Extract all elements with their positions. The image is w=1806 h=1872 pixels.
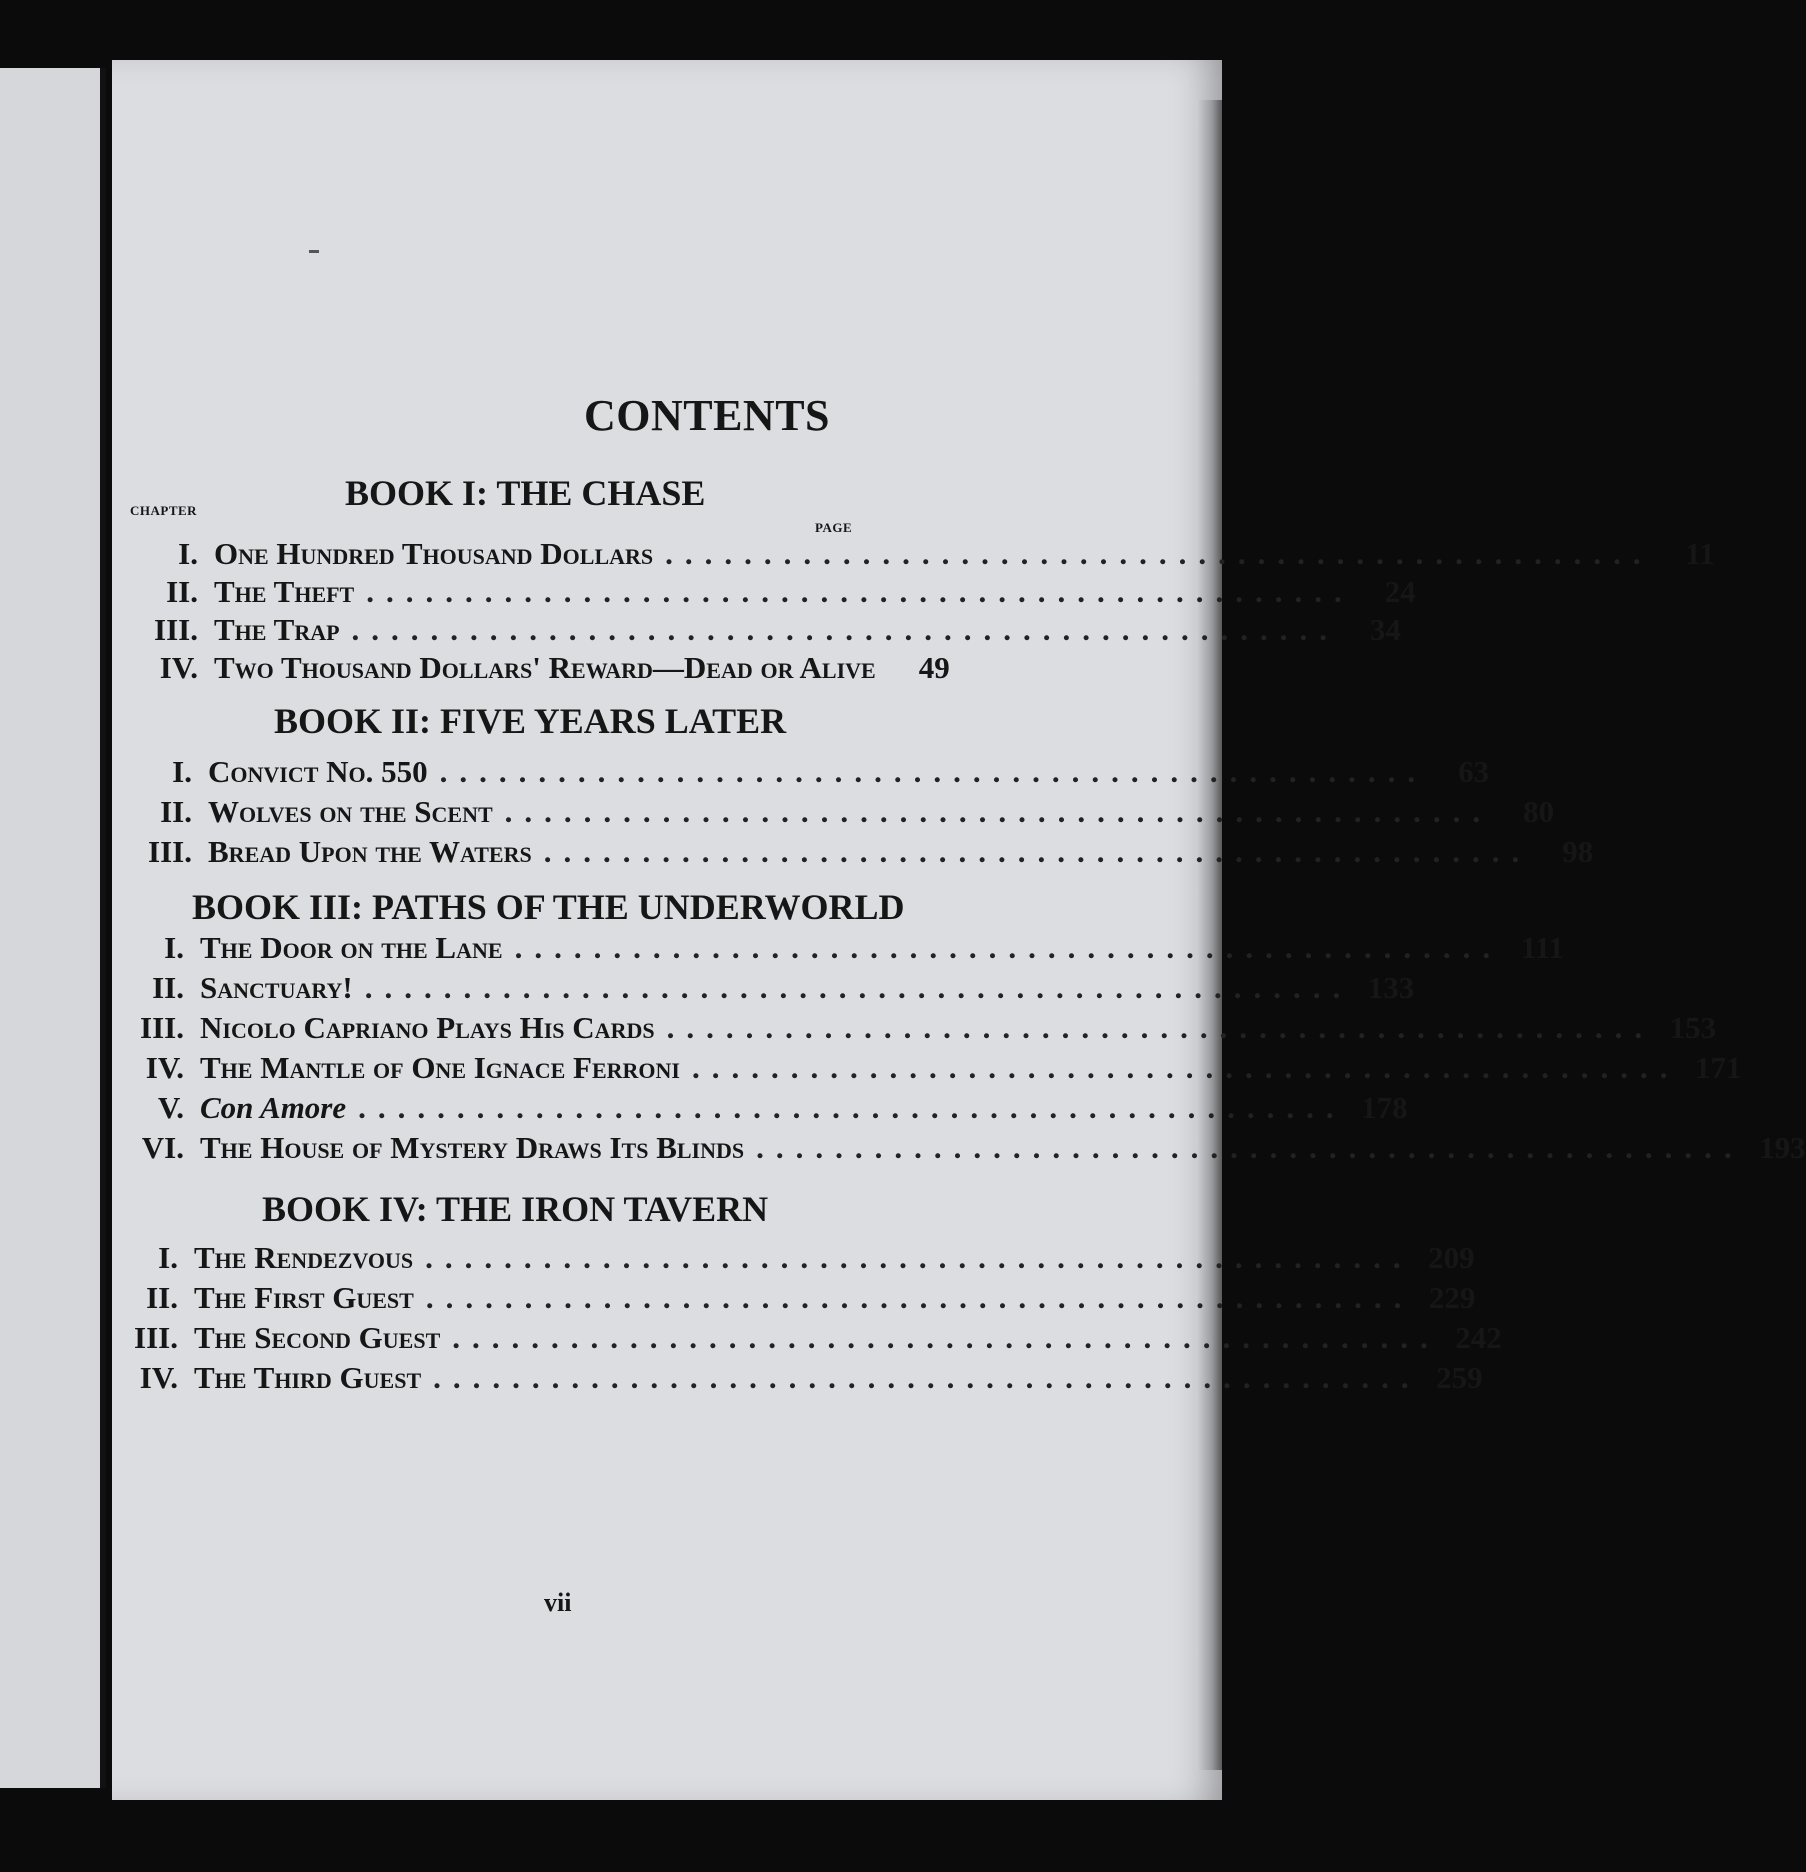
chapter-title: Bread Upon the Waters xyxy=(208,834,532,869)
folio-page-number: vii xyxy=(544,1588,572,1617)
page-number: 111 xyxy=(1520,930,1565,965)
toc-row[interactable] xyxy=(106,1360,1483,1396)
book-page xyxy=(112,60,1806,1800)
chapter-title: The Trap xyxy=(214,612,340,647)
toc-row[interactable] xyxy=(112,1090,1408,1126)
toc-row[interactable] xyxy=(106,1240,1475,1276)
facing-page-edge xyxy=(0,68,106,1788)
dot-leader: .................................................. xyxy=(691,1050,1680,1085)
chapter-title: The First Guest xyxy=(194,1280,414,1315)
page-number: 242 xyxy=(1455,1320,1502,1355)
chapter-number: VI. xyxy=(141,1130,184,1165)
page-number: 49 xyxy=(918,650,950,685)
page-number: 171 xyxy=(1694,1050,1742,1085)
chapter-title: One Hundred Thousand Dollars xyxy=(214,536,654,571)
dot-leader: .................................................. xyxy=(425,1240,1413,1275)
chapter-number: II. xyxy=(146,1280,178,1315)
toc-row[interactable] xyxy=(126,574,1416,610)
page-number: 63 xyxy=(1458,754,1490,789)
dot-leader: .................................................. xyxy=(358,1090,1346,1125)
chapter-title: Two Thousand Dollars' Reward—Dead or Alive xyxy=(214,650,876,685)
dot-leader: .................................................. xyxy=(666,1010,1655,1045)
chapter-number: V. xyxy=(157,1090,184,1125)
toc-row[interactable] xyxy=(112,930,1565,966)
chapter-number: IV. xyxy=(159,650,198,685)
chapter-number: III. xyxy=(154,612,198,647)
dot-leader: .................................................. xyxy=(351,612,1340,647)
toc-row[interactable] xyxy=(126,650,950,686)
page-number: 153 xyxy=(1669,1010,1717,1045)
print-blemish xyxy=(309,250,319,253)
chapter-number: III. xyxy=(148,834,192,869)
dot-leader: .................................................. xyxy=(364,970,1353,1005)
chapter-number: I. xyxy=(164,930,184,965)
dot-leader: .................................................. xyxy=(756,1130,1744,1165)
chapter-number: I. xyxy=(178,536,198,571)
dot-leader: .................................................. xyxy=(439,754,1428,789)
toc-row[interactable] xyxy=(120,794,1555,830)
chapter-title: Convict No. 550 xyxy=(208,754,428,789)
dot-leader: .................................................. xyxy=(425,1280,1414,1315)
chapter-title: The Rendezvous xyxy=(194,1240,414,1275)
chapter-title: The Mantle of One Ignace Ferroni xyxy=(200,1050,680,1085)
dot-leader: .................................................. xyxy=(366,574,1354,609)
chapter-title: The Third Guest xyxy=(194,1360,422,1395)
toc-row[interactable] xyxy=(112,970,1415,1006)
page-number: 259 xyxy=(1436,1360,1483,1395)
dot-leader: .................................................. xyxy=(665,536,1653,571)
contents-heading: CONTENTS xyxy=(583,391,831,440)
page-number: 178 xyxy=(1361,1090,1408,1125)
chapter-title: The Theft xyxy=(214,574,355,609)
toc-row[interactable] xyxy=(112,1130,1806,1166)
dot-leader: .................................................. xyxy=(504,794,1493,829)
chapter-column-header: CHAPTER xyxy=(130,503,198,518)
dot-leader: .................................................. xyxy=(543,834,1532,869)
chapter-number: I. xyxy=(158,1240,178,1275)
toc-row[interactable] xyxy=(120,754,1490,790)
chapter-number: I. xyxy=(172,754,192,789)
chapter-number: II. xyxy=(166,574,198,609)
chapter-title: The Second Guest xyxy=(194,1320,441,1355)
page-number: 193 xyxy=(1759,1130,1806,1165)
toc-row[interactable] xyxy=(120,834,1594,870)
chapter-number: III. xyxy=(140,1010,184,1045)
chapter-title: Con Amore xyxy=(200,1090,347,1125)
chapter-title: Wolves on the Scent xyxy=(208,794,493,829)
chapter-title: The House of Mystery Draws Its Blinds xyxy=(200,1130,745,1165)
page-number: 11 xyxy=(1685,536,1715,571)
dot-leader: .................................................. xyxy=(514,930,1503,965)
page-number: 24 xyxy=(1384,574,1416,609)
page-number: 98 xyxy=(1562,834,1594,869)
book-heading: BOOK I: THE CHASE xyxy=(345,473,706,513)
chapter-number: IV. xyxy=(145,1050,184,1085)
chapter-number: IV. xyxy=(139,1360,178,1395)
chapter-title: The Door on the Lane xyxy=(200,930,503,965)
book-heading: BOOK III: PATHS OF THE UNDERWORLD xyxy=(192,887,905,927)
toc-row[interactable] xyxy=(126,536,1715,572)
chapter-title: Nicolo Capriano Plays His Cards xyxy=(200,1010,655,1045)
chapter-number: II. xyxy=(160,794,192,829)
page-number: 133 xyxy=(1367,970,1415,1005)
toc-row[interactable] xyxy=(112,1010,1717,1046)
toc-row[interactable] xyxy=(106,1280,1476,1316)
book-heading: BOOK II: FIVE YEARS LATER xyxy=(274,701,787,741)
page-number: 80 xyxy=(1523,794,1555,829)
book-heading: BOOK IV: THE IRON TAVERN xyxy=(262,1189,769,1229)
page-number: 209 xyxy=(1428,1240,1475,1275)
chapter-title: Sanctuary! xyxy=(200,970,353,1005)
page-column-header: PAGE xyxy=(815,520,853,535)
toc-row[interactable] xyxy=(112,1050,1742,1086)
page-number: 229 xyxy=(1428,1280,1476,1315)
toc-row[interactable] xyxy=(106,1320,1502,1356)
dot-leader: .................................................. xyxy=(452,1320,1440,1355)
chapter-number: II. xyxy=(152,970,184,1005)
chapter-number: III. xyxy=(134,1320,178,1355)
page-number: 34 xyxy=(1370,612,1402,647)
toc-row[interactable] xyxy=(126,612,1402,648)
dot-leader: .................................................. xyxy=(433,1360,1421,1395)
